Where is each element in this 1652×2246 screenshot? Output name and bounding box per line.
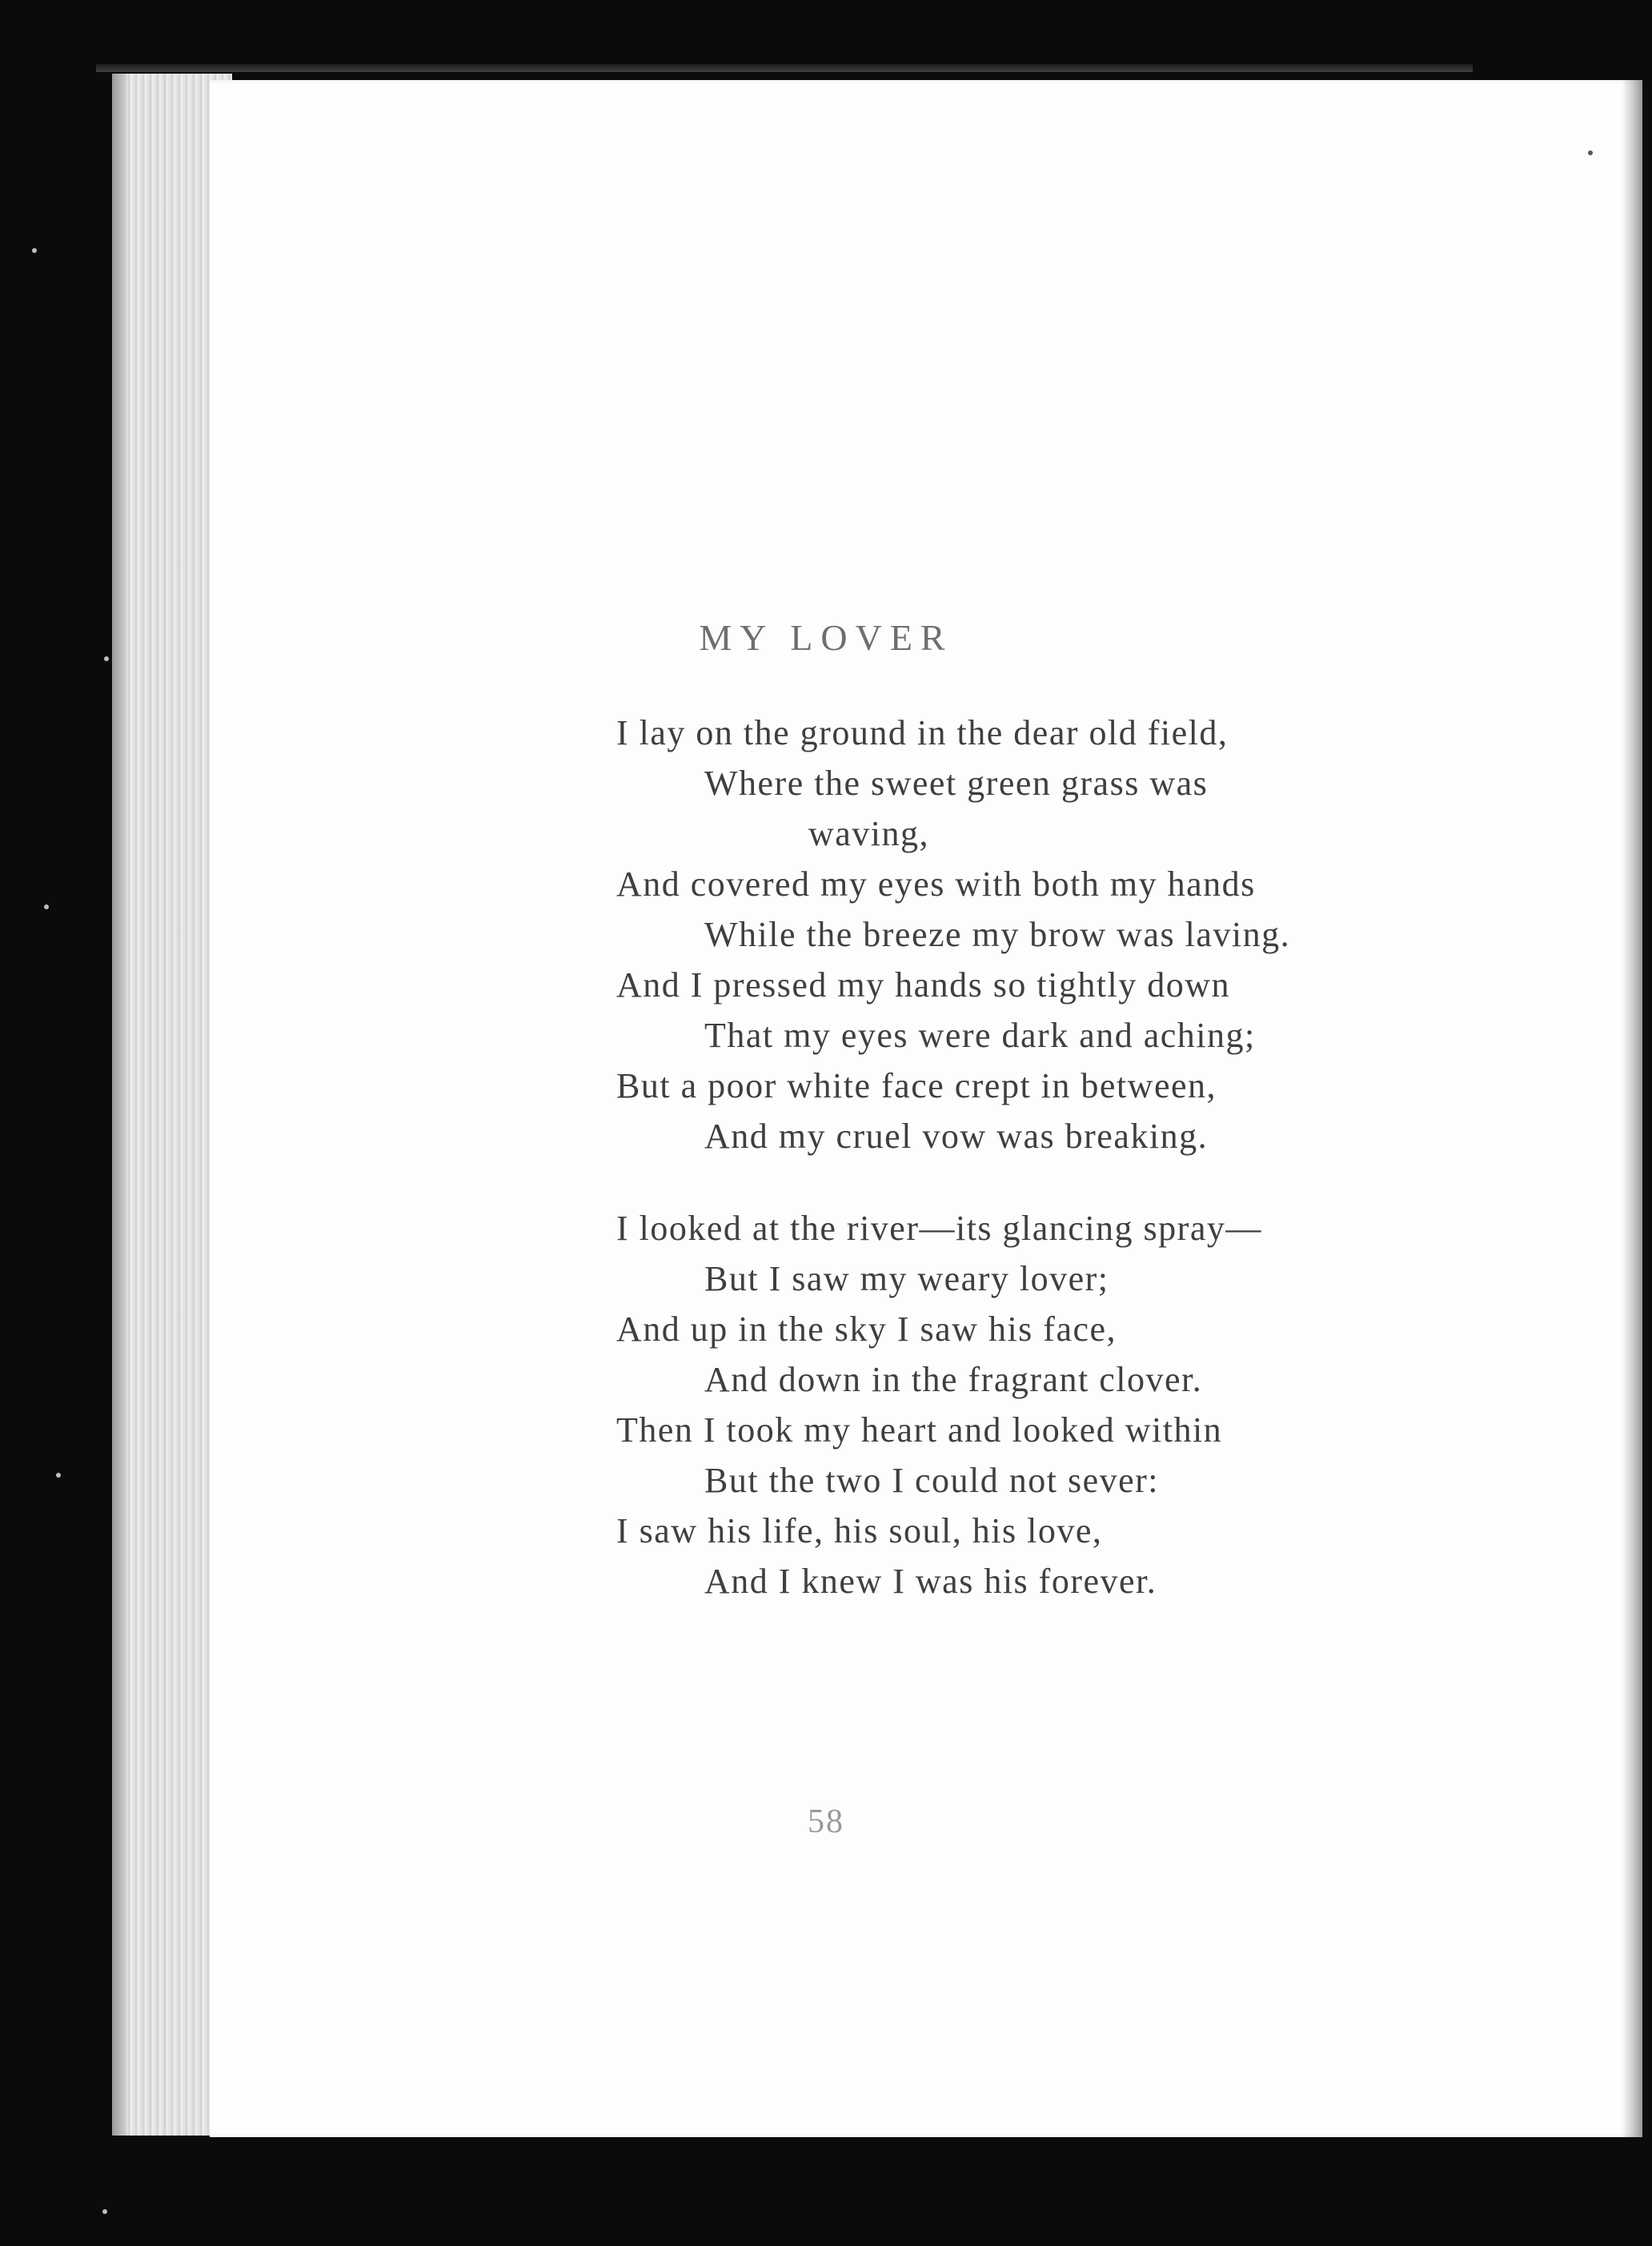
stanza-2 xyxy=(616,1203,1465,1606)
poem-line: While the breeze my brow was laving. xyxy=(704,915,1291,954)
poem-title: MY LOVER xyxy=(699,617,953,658)
poem-line: And down in the fragrant clover. xyxy=(704,1360,1203,1399)
poem-line: But I saw my weary lover; xyxy=(704,1259,1109,1298)
poem-line: That my eyes were dark and aching; xyxy=(704,1016,1256,1055)
poem-line: And I knew I was his forever. xyxy=(704,1562,1157,1601)
stanza-1 xyxy=(616,708,1465,1161)
poem-line: Then I took my heart and looked within xyxy=(616,1410,1223,1450)
poem-line: I saw his life, his soul, his love, xyxy=(616,1511,1103,1550)
poem-line: waving, xyxy=(808,814,930,853)
dust-speck xyxy=(104,656,109,661)
poem-line: And up in the sky I saw his face, xyxy=(616,1309,1117,1349)
page-number: 58 xyxy=(808,1803,844,1840)
poem-line: And my cruel vow was breaking. xyxy=(704,1117,1209,1156)
poem-body xyxy=(616,708,1465,1606)
dust-speck xyxy=(44,904,49,909)
dust-speck xyxy=(56,1473,61,1478)
poem-line: And covered my eyes with both my hands xyxy=(616,864,1256,904)
poem-line: And I pressed my hands so tightly down xyxy=(616,965,1231,1005)
stanza-gap xyxy=(616,1161,1465,1203)
page-speck xyxy=(1588,150,1593,155)
poem-line: I looked at the river—its glancing spray— xyxy=(616,1209,1262,1248)
dust-speck xyxy=(102,2209,107,2214)
poem-line: But a poor white face crept in between, xyxy=(616,1066,1217,1105)
poem-line: Where the sweet green grass was xyxy=(704,764,1209,803)
poem-line: But the two I could not sever: xyxy=(704,1461,1160,1500)
top-page-edge xyxy=(96,64,1473,72)
poem-line: I lay on the ground in the dear old field, xyxy=(616,713,1229,752)
dust-speck xyxy=(32,248,37,253)
